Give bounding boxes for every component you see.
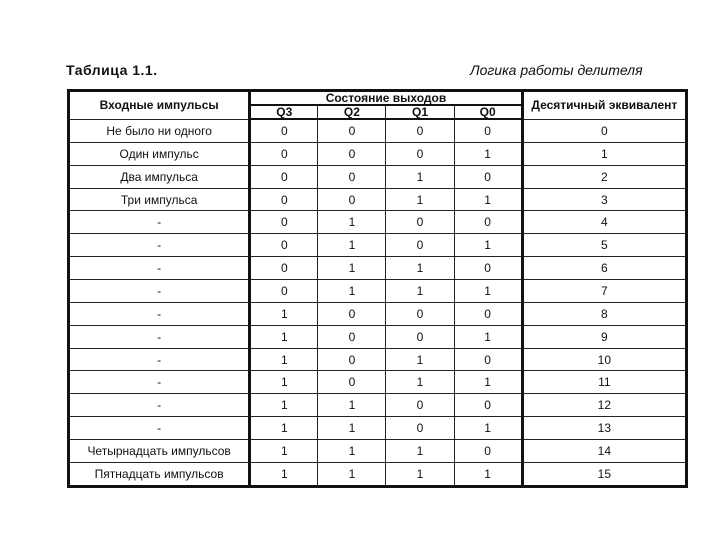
row-label: Два импульса (69, 165, 250, 188)
cell-decimal: 7 (522, 280, 686, 303)
cell-q3: 0 (250, 142, 318, 165)
table-row (69, 462, 687, 486)
cell-q3: 1 (250, 417, 318, 440)
row-label: Четырнадцать импульсов (69, 440, 250, 463)
header-inputs: Входные импульсы (69, 91, 250, 120)
table-row (69, 394, 687, 417)
cell-q2: 1 (318, 394, 386, 417)
cell-q0: 1 (454, 371, 522, 394)
cell-q2: 0 (318, 302, 386, 325)
cell-q0: 0 (454, 211, 522, 234)
row-label: - (69, 280, 250, 303)
cell-q3: 1 (250, 325, 318, 348)
row-label: - (69, 348, 250, 371)
table-row (69, 348, 687, 371)
table-title: Логика работы делителя (470, 62, 643, 78)
table-row (69, 257, 687, 280)
cell-decimal: 12 (522, 394, 686, 417)
cell-decimal: 2 (522, 165, 686, 188)
row-label: Не было ни одного (69, 119, 250, 142)
table-body (69, 119, 687, 487)
header-q3: Q3 (250, 105, 318, 119)
cell-q2: 1 (318, 462, 386, 486)
cell-q3: 1 (250, 440, 318, 463)
cell-q2: 0 (318, 348, 386, 371)
table-row (69, 440, 687, 463)
cell-q3: 0 (250, 257, 318, 280)
cell-decimal: 13 (522, 417, 686, 440)
cell-q1: 1 (386, 462, 454, 486)
cell-q3: 1 (250, 302, 318, 325)
row-label: - (69, 234, 250, 257)
cell-q2: 1 (318, 234, 386, 257)
table-number: Таблица 1.1. (66, 62, 158, 78)
cell-q0: 0 (454, 302, 522, 325)
cell-q1: 0 (386, 119, 454, 142)
cell-q2: 1 (318, 280, 386, 303)
cell-q1: 0 (386, 211, 454, 234)
header-outputs: Состояние выходов (250, 91, 522, 106)
header-q2: Q2 (318, 105, 386, 119)
cell-q0: 1 (454, 234, 522, 257)
cell-decimal: 5 (522, 234, 686, 257)
table-row (69, 325, 687, 348)
cell-q3: 1 (250, 371, 318, 394)
row-label: Один импульс (69, 142, 250, 165)
header-q0: Q0 (454, 105, 522, 119)
cell-q0: 0 (454, 394, 522, 417)
cell-decimal: 6 (522, 257, 686, 280)
cell-decimal: 11 (522, 371, 686, 394)
cell-q3: 1 (250, 462, 318, 486)
table-row (69, 417, 687, 440)
cell-q2: 0 (318, 325, 386, 348)
row-label: - (69, 302, 250, 325)
cell-decimal: 9 (522, 325, 686, 348)
cell-q3: 0 (250, 165, 318, 188)
cell-q3: 1 (250, 394, 318, 417)
cell-q0: 0 (454, 440, 522, 463)
cell-q2: 1 (318, 257, 386, 280)
cell-decimal: 3 (522, 188, 686, 211)
cell-q0: 0 (454, 257, 522, 280)
header-decimal: Десятичный эквивалент (522, 91, 686, 120)
cell-q1: 0 (386, 142, 454, 165)
cell-decimal: 10 (522, 348, 686, 371)
header-q1: Q1 (386, 105, 454, 119)
row-label: Пятнадцать импульсов (69, 462, 250, 486)
cell-q0: 1 (454, 325, 522, 348)
cell-q3: 1 (250, 348, 318, 371)
table-row (69, 188, 687, 211)
cell-decimal: 4 (522, 211, 686, 234)
row-label: - (69, 371, 250, 394)
cell-q0: 1 (454, 280, 522, 303)
cell-q1: 0 (386, 417, 454, 440)
cell-q2: 0 (318, 188, 386, 211)
cell-q1: 0 (386, 325, 454, 348)
cell-q1: 0 (386, 394, 454, 417)
table-row (69, 142, 687, 165)
cell-decimal: 15 (522, 462, 686, 486)
cell-q2: 0 (318, 142, 386, 165)
cell-q1: 1 (386, 371, 454, 394)
cell-q2: 1 (318, 211, 386, 234)
row-label: - (69, 417, 250, 440)
divider-logic-table (67, 89, 688, 488)
cell-q1: 1 (386, 257, 454, 280)
cell-decimal: 1 (522, 142, 686, 165)
row-label: - (69, 325, 250, 348)
cell-q1: 1 (386, 440, 454, 463)
cell-decimal: 0 (522, 119, 686, 142)
cell-q3: 0 (250, 119, 318, 142)
cell-q3: 0 (250, 234, 318, 257)
cell-q0: 1 (454, 417, 522, 440)
cell-q0: 1 (454, 188, 522, 211)
table-row (69, 119, 687, 142)
cell-q1: 1 (386, 165, 454, 188)
cell-decimal: 8 (522, 302, 686, 325)
cell-decimal: 14 (522, 440, 686, 463)
cell-q3: 0 (250, 211, 318, 234)
cell-q2: 1 (318, 440, 386, 463)
cell-q2: 0 (318, 165, 386, 188)
cell-q1: 1 (386, 348, 454, 371)
cell-q2: 0 (318, 371, 386, 394)
cell-q1: 1 (386, 188, 454, 211)
cell-q0: 0 (454, 165, 522, 188)
table-row (69, 211, 687, 234)
table-row (69, 302, 687, 325)
cell-q0: 0 (454, 119, 522, 142)
table-row (69, 165, 687, 188)
cell-q0: 1 (454, 462, 522, 486)
table-row (69, 371, 687, 394)
cell-q3: 0 (250, 188, 318, 211)
cell-q2: 0 (318, 119, 386, 142)
row-label: Три импульса (69, 188, 250, 211)
cell-q2: 1 (318, 417, 386, 440)
cell-q3: 0 (250, 280, 318, 303)
row-label: - (69, 257, 250, 280)
row-label: - (69, 394, 250, 417)
cell-q1: 0 (386, 234, 454, 257)
cell-q1: 0 (386, 302, 454, 325)
table-row (69, 280, 687, 303)
table-row (69, 234, 687, 257)
cell-q0: 0 (454, 348, 522, 371)
cell-q0: 1 (454, 142, 522, 165)
cell-q1: 1 (386, 280, 454, 303)
row-label: - (69, 211, 250, 234)
